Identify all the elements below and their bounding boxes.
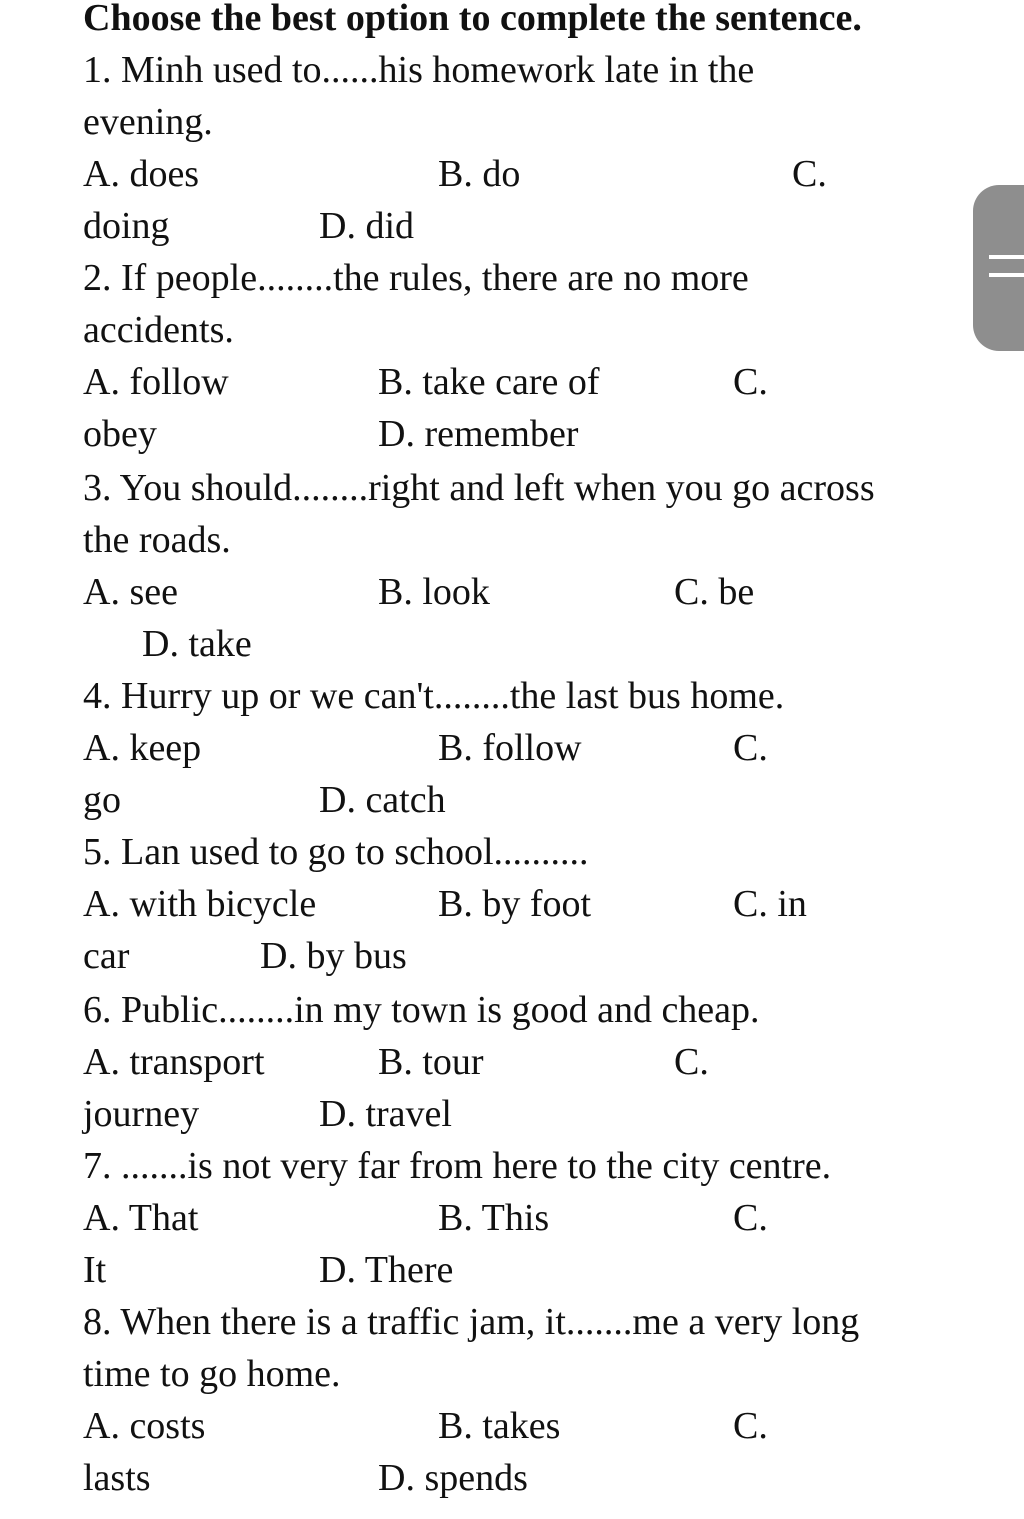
question-8-option-b: B. takes: [438, 1405, 561, 1447]
scroll-handle[interactable]: [973, 185, 1024, 351]
question-3-option-c: C. be: [674, 571, 755, 613]
question-3-stem-line-1: 3. You should........right and left when you go across: [83, 467, 875, 509]
question-4-option-b: B. follow: [438, 727, 582, 769]
question-7-stem: 7. .......is not very far from here to the city centre.: [83, 1145, 832, 1187]
question-6-stem: 6. Public........in my town is good and cheap.: [83, 989, 760, 1031]
question-1-option-b: B. do: [438, 153, 521, 195]
question-8-option-a: A. costs: [83, 1405, 206, 1447]
question-7-option-b: B. This: [438, 1197, 550, 1239]
question-1-option-a: A. does: [83, 153, 200, 195]
question-6-option-c-letter: C.: [674, 1041, 709, 1083]
question-5-option-c-letter: C. in: [733, 883, 807, 925]
question-2-option-a: A. follow: [83, 361, 229, 403]
page-heading: Choose the best option to complete the sentence.: [83, 0, 862, 39]
question-4-stem: 4. Hurry up or we can't........the last bus home.: [83, 675, 785, 717]
question-4-option-d: D. catch: [319, 779, 446, 821]
grip-line-icon: [989, 273, 1024, 277]
question-4-option-c-text: go: [83, 779, 121, 821]
question-5-stem: 5. Lan used to go to school..........: [83, 831, 589, 873]
question-7-option-d: D. There: [319, 1249, 454, 1291]
question-6-option-c-text: journey: [83, 1093, 200, 1135]
question-7-option-a: A. That: [83, 1197, 199, 1239]
question-1-option-c-text: doing: [83, 205, 170, 247]
question-5-option-b: B. by foot: [438, 883, 592, 925]
question-7-option-c-letter: C.: [733, 1197, 768, 1239]
question-3-stem-line-2: the roads.: [83, 519, 231, 561]
question-4-option-c-letter: C.: [733, 727, 768, 769]
question-8-option-c-letter: C.: [733, 1405, 768, 1447]
grip-line-icon: [989, 255, 1024, 259]
question-3-option-d: D. take: [142, 623, 252, 665]
question-5-option-c-text: car: [83, 935, 130, 977]
question-8-option-d: D. spends: [378, 1457, 528, 1499]
question-3-option-a: A. see: [83, 571, 178, 613]
question-2-option-c-text: obey: [83, 413, 157, 455]
question-8-stem-line-1: 8. When there is a traffic jam, it.......me a very long: [83, 1301, 860, 1343]
question-8-stem-line-2: time to go home.: [83, 1353, 341, 1395]
question-2-option-d: D. remember: [378, 413, 579, 455]
question-1-option-c-letter: C.: [792, 153, 827, 195]
question-1-stem-line-2: evening.: [83, 101, 213, 143]
question-2-stem-line-1: 2. If people........the rules, there are no more: [83, 257, 749, 299]
question-1-option-d: D. did: [319, 205, 414, 247]
question-5-option-a: A. with bicycle: [83, 883, 317, 925]
question-1-stem-line-1: 1. Minh used to......his homework late in the: [83, 49, 755, 91]
question-5-option-d: D. by bus: [260, 935, 407, 977]
question-6-option-d: D. travel: [319, 1093, 452, 1135]
question-8-option-c-text: lasts: [83, 1457, 151, 1499]
question-3-option-b: B. look: [378, 571, 490, 613]
question-7-option-c-text: It: [83, 1249, 107, 1291]
question-6-option-b: B. tour: [378, 1041, 484, 1083]
question-6-option-a: A. transport: [83, 1041, 265, 1083]
question-2-option-c-letter: C.: [733, 361, 768, 403]
question-2-stem-line-2: accidents.: [83, 309, 234, 351]
question-2-option-b: B. take care of: [378, 361, 600, 403]
question-4-option-a: A. keep: [83, 727, 202, 769]
